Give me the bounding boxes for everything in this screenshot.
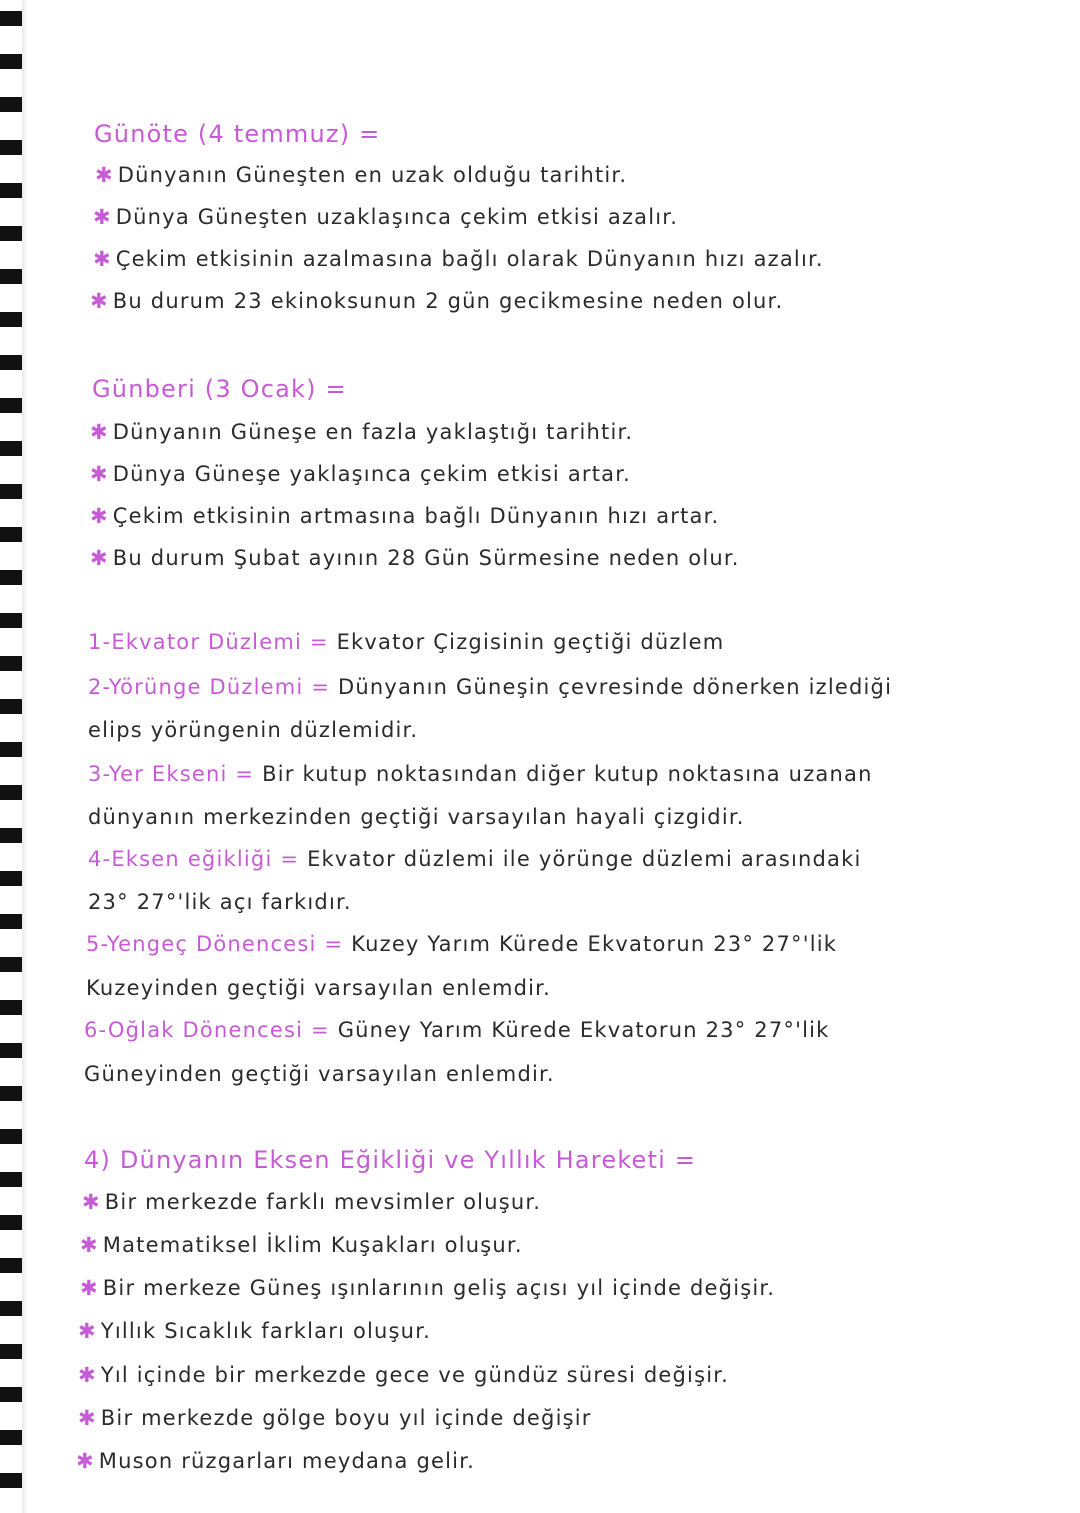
asterisk-icon: ✱: [95, 163, 114, 187]
list-item: ✱ Bu durum Şubat ayının 28 Gün Sürmesine neden olur.: [90, 546, 740, 570]
definition-1: 1-Ekvator Düzlemi = Ekvator Çizgisinin geçtiği düzlem: [88, 630, 725, 654]
list-item: ✱ Çekim etkisinin azalmasına bağlı olarak Dünyanın hızı azalır.: [93, 247, 824, 271]
asterisk-icon: ✱: [76, 1449, 95, 1473]
definition-6: 6-Oğlak Dönencesi = Güney Yarım Kürede Ekvatorun 23° 27°'lik: [84, 1018, 830, 1042]
list-item: ✱ Yıllık Sıcaklık farkları oluşur.: [78, 1319, 431, 1343]
asterisk-icon: ✱: [90, 420, 109, 444]
list-item: ✱ Bu durum 23 ekinoksunun 2 gün gecikmesine neden olur.: [90, 289, 784, 313]
list-item: ✱ Bir merkezde farklı mevsimler oluşur.: [82, 1190, 542, 1214]
list-item: ✱ Yıl içinde bir merkezde gece ve gündüz süresi değişir.: [78, 1363, 730, 1387]
list-item: ✱ Dünya Güneşe yaklaşınca çekim etkisi artar.: [90, 462, 632, 486]
section-title-eksen: 4) Dünyanın Eksen Eğikliği ve Yıllık Hareketi =: [84, 1146, 697, 1174]
section-title-gunberi: Günberi (3 Ocak) =: [92, 375, 347, 403]
list-item: ✱ Dünya Güneşten uzaklaşınca çekim etkisi azalır.: [93, 205, 679, 229]
list-item: ✱ Matematiksel İklim Kuşakları oluşur.: [80, 1233, 523, 1257]
definition-5-continuation: Kuzeyinden geçtiği varsayılan enlemdir.: [86, 976, 551, 1000]
list-item: ✱ Bir merkezde gölge boyu yıl içinde değişir: [78, 1406, 592, 1430]
list-item: ✱ Bir merkeze Güneş ışınlarının geliş açısı yıl içinde değişir.: [80, 1276, 776, 1300]
definition-2-continuation: elips yörüngenin düzlemidir.: [88, 718, 419, 742]
definition-4-continuation: 23° 27°'lik açı farkıdır.: [88, 890, 352, 914]
asterisk-icon: ✱: [93, 247, 112, 271]
definition-4: 4-Eksen eğikliği = Ekvator düzlemi ile yörünge düzlemi arasındaki: [88, 847, 862, 871]
asterisk-icon: ✱: [78, 1406, 97, 1430]
asterisk-icon: ✱: [80, 1276, 99, 1300]
definition-6-continuation: Güneyinden geçtiği varsayılan enlemdir.: [84, 1062, 555, 1086]
section-title-gunote: Günöte (4 temmuz) =: [94, 120, 381, 148]
asterisk-icon: ✱: [90, 546, 109, 570]
definition-3: 3-Yer Ekseni = Bir kutup noktasından diğer kutup noktasına uzanan: [88, 762, 873, 786]
asterisk-icon: ✱: [90, 289, 109, 313]
asterisk-icon: ✱: [78, 1363, 97, 1387]
list-item: ✱ Dünyanın Güneşten en uzak olduğu tarihtir.: [95, 163, 628, 187]
definition-2: 2-Yörünge Düzlemi = Dünyanın Güneşin çevresinde dönerken izlediği: [88, 675, 893, 699]
list-item: ✱ Çekim etkisinin artmasına bağlı Dünyanın hızı artar.: [90, 504, 720, 528]
asterisk-icon: ✱: [93, 205, 112, 229]
definition-3-continuation: dünyanın merkezinden geçtiği varsayılan hayali çizgidir.: [88, 805, 745, 829]
asterisk-icon: ✱: [82, 1190, 101, 1214]
asterisk-icon: ✱: [78, 1319, 97, 1343]
list-item: ✱ Muson rüzgarları meydana gelir.: [76, 1449, 476, 1473]
definition-5: 5-Yengeç Dönencesi = Kuzey Yarım Kürede Ekvatorun 23° 27°'lik: [86, 932, 838, 956]
asterisk-icon: ✱: [90, 462, 109, 486]
list-item: ✱ Dünyanın Güneşe en fazla yaklaştığı tarihtir.: [90, 420, 634, 444]
asterisk-icon: ✱: [90, 504, 109, 528]
asterisk-icon: ✱: [80, 1233, 99, 1257]
